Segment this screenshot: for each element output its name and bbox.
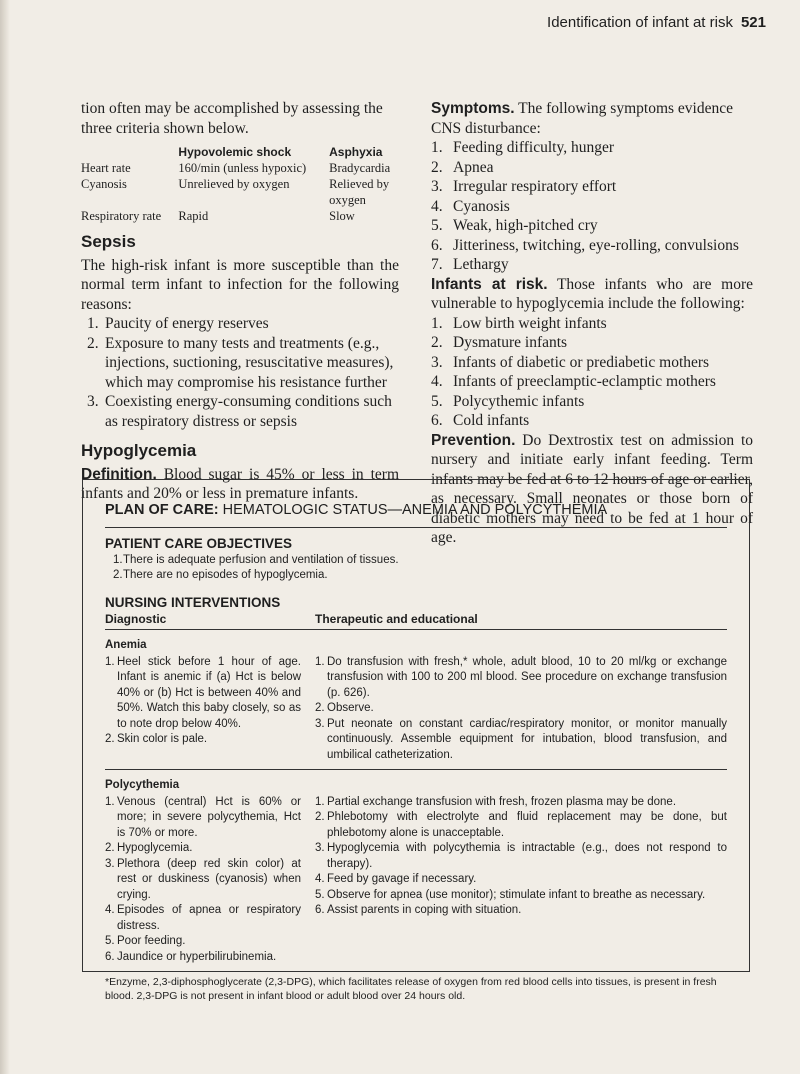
definition-paragraph: Definition. Blood sugar is 45% or less in term infants and 20% or less in premature infants. xyxy=(81,465,399,502)
therapeutic-column-header: Therapeutic and educational xyxy=(315,612,478,626)
list-item: 6. Jaundice or hyperbilirubinemia. xyxy=(105,950,277,963)
list-item: 3. Irregular respiratory effort xyxy=(431,178,617,195)
list-item: 2. Dysmature infants xyxy=(431,334,568,351)
list-item: 2. Exposure to many tests and treatments (e.g., injections, suctioning, resuscitative measures), which may compromise his resistance further xyxy=(87,334,394,391)
intro-paragraph: tion often may be accomplished by assessing the three criteria shown below. xyxy=(81,100,383,137)
criteria-row xyxy=(81,208,399,224)
list-item: 1. Paucity of energy reserves xyxy=(87,315,269,332)
list-item: 4. Infants of preeclamptic-eclamptic mothers xyxy=(431,373,716,390)
plan-title-label: PLAN OF CARE: xyxy=(105,502,219,518)
list-item: 7. Lethargy xyxy=(431,256,509,273)
list-item: 5. Polycythemic infants xyxy=(431,392,585,410)
list-item: 5. Poor feeding. xyxy=(105,935,186,947)
criteria-row xyxy=(81,176,399,208)
list-item: 5. Observe for apnea (use monitor); stimulate infant to breathe as necessary. xyxy=(315,888,706,901)
hypoglycemia-heading: Hypoglycemia xyxy=(81,441,197,460)
criteria-cell: Slow xyxy=(329,209,355,223)
sepsis-paragraph: The high-risk infant is more susceptible than the normal term infant to infection for the following reasons: xyxy=(81,256,399,313)
criteria-row xyxy=(81,160,399,176)
list-item: 1. Heel stick before 1 hour of age. Infant is anemic if (a) Hct is below 40% or (b) Hct is between 40% and 50%. Watch this baby closely, so as to note drop below 40%. xyxy=(105,655,301,730)
list-item: 3. Coexisting energy-consuming conditions such as respiratory distress or sepsis xyxy=(87,393,392,430)
intervention-column-headers xyxy=(105,612,727,626)
list-item: 6. Jitteriness, twitching, eye-rolling, convulsions xyxy=(431,236,739,254)
polycythemia-heading: Polycythemia xyxy=(105,779,180,791)
footnote: *Enzyme, 2,3-diphosphoglycerate (2,3-DPG), which facilitates release of oxygen from red blood cells into tissues, is present in fresh blood. 2,3-DPG is not present in infant blood or adult blood over 24 hours old. xyxy=(105,976,717,1002)
criteria-header-asphyxia: Asphyxia xyxy=(329,145,383,159)
running-header xyxy=(547,14,766,32)
list-item: 1. Low birth weight infants xyxy=(431,314,607,332)
list-item: 1. Do transfusion with fresh,* whole, adult blood, 10 to 20 ml/kg or exchange transfusion with 100 to 200 ml blood. See procedure on exchange transfusion (p. 626). xyxy=(315,655,727,699)
list-item: 2. Apnea xyxy=(431,158,494,176)
risk-paragraph: Infants at risk. Those infants who are more vulnerable to hypoglycemia include the following: xyxy=(431,275,753,312)
criteria-cell: Relieved by oxygen xyxy=(329,177,390,207)
criteria-header-blank xyxy=(81,144,174,160)
objectives-heading: PATIENT CARE OBJECTIVES xyxy=(105,536,293,551)
criteria-cell: Cyanosis xyxy=(81,177,127,191)
list-item: 6. Cold infants xyxy=(431,412,530,429)
objectives-list xyxy=(105,553,727,583)
criteria-cell: Respiratory rate xyxy=(81,209,162,223)
list-item: 1. Feeding difficulty, hunger xyxy=(431,139,614,156)
divider xyxy=(105,527,727,528)
criteria-header-row xyxy=(81,144,399,160)
list-item: 3. Infants of diabetic or prediabetic mothers xyxy=(431,353,710,371)
list-item: 4. Cyanosis xyxy=(431,197,510,215)
prevention-paragraph: Prevention. Do Dextrostix test on admission to nursery and initiate early infant feeding. Term infants may be fed at 6 to 12 hours of age or earlier, as necessary. Small neonates or those born of diabetic mothers may need to be fed at 1 hour of age. xyxy=(431,431,753,546)
plan-title xyxy=(105,502,727,518)
list-item: 2. There are no episodes of hypoglycemia. xyxy=(113,569,328,581)
running-title: Identification of infant at risk xyxy=(547,14,733,31)
criteria-cell: Rapid xyxy=(178,209,209,223)
left-column xyxy=(81,99,399,504)
page-number: 521 xyxy=(740,14,766,31)
criteria-cell: 160/min (unless hypoxic) xyxy=(178,161,307,175)
prevention-label: Prevention. xyxy=(431,431,516,449)
list-item: 3. Put neonate on constant cardiac/respiratory monitor, or monitor manually continuously. Assemble equipment for intubation, blood transfusion, and umbilical catheterization. xyxy=(315,717,727,761)
list-item: 2. Skin color is pale. xyxy=(105,733,208,745)
plan-title-text: HEMATOLOGIC STATUS—ANEMIA AND POLYCYTHEMIA xyxy=(222,502,608,518)
polycythemia-diagnostic xyxy=(105,795,301,966)
list-item: 3. Hypoglycemia with polycythemia is intractable (e.g., does not respond to therapy). xyxy=(315,842,727,870)
criteria-table xyxy=(81,144,399,224)
symptoms-label: Symptoms. xyxy=(431,100,515,117)
list-item: 2. Phlebotomy with electrolyte and fluid replacement may be done, but phlebotomy alone is unacceptable. xyxy=(315,811,727,839)
criteria-cell: Unrelieved by oxygen xyxy=(178,177,290,191)
anemia-group xyxy=(105,638,727,763)
definition-label: Definition. xyxy=(81,465,157,483)
list-item: 6. Assist parents in coping with situation. xyxy=(315,904,522,916)
divider xyxy=(105,769,727,770)
list-item: 3. Plethora (deep red skin color) at rest or duskiness (cyanosis) when crying. xyxy=(105,857,301,901)
divider xyxy=(105,971,727,972)
interventions-heading: NURSING INTERVENTIONS xyxy=(105,595,281,610)
anemia-diagnostic xyxy=(105,655,301,764)
diagnostic-column-header: Diagnostic xyxy=(105,612,167,626)
polycythemia-group xyxy=(105,778,727,965)
divider xyxy=(105,629,727,630)
sepsis-list xyxy=(81,314,399,431)
symptoms-list xyxy=(431,138,753,275)
polycythemia-therapeutic xyxy=(301,795,727,966)
sepsis-heading: Sepsis xyxy=(81,232,136,251)
criteria-cell: Bradycardia xyxy=(329,161,391,175)
page-binding-edge xyxy=(0,0,10,1074)
list-item: 2. Hypoglycemia. xyxy=(105,842,193,854)
plan-of-care-box xyxy=(82,479,750,1002)
list-item: 1. Venous (central) Hct is 60% or more; in severe polycythemia, Hct is 70% or more. xyxy=(105,795,301,839)
criteria-header-shock: Hypovolemic shock xyxy=(178,145,292,159)
list-item: 4. Episodes of apnea or respiratory distress. xyxy=(105,904,301,932)
list-item: 1. Partial exchange transfusion with fresh, frozen plasma may be done. xyxy=(315,795,677,808)
list-item: 5. Weak, high-pitched cry xyxy=(431,217,598,234)
anemia-therapeutic xyxy=(301,655,727,764)
list-item: 2. Observe. xyxy=(315,702,374,714)
risk-list xyxy=(431,314,753,431)
list-item: 1. There is adequate perfusion and ventilation of tissues. xyxy=(113,554,399,566)
symptoms-paragraph: Symptoms. The following symptoms evidence CNS disturbance: xyxy=(431,100,733,137)
risk-label: Infants at risk. xyxy=(431,275,548,293)
list-item: 4. Feed by gavage if necessary. xyxy=(315,873,477,885)
criteria-cell: Heart rate xyxy=(81,161,131,175)
anemia-heading: Anemia xyxy=(105,639,147,651)
